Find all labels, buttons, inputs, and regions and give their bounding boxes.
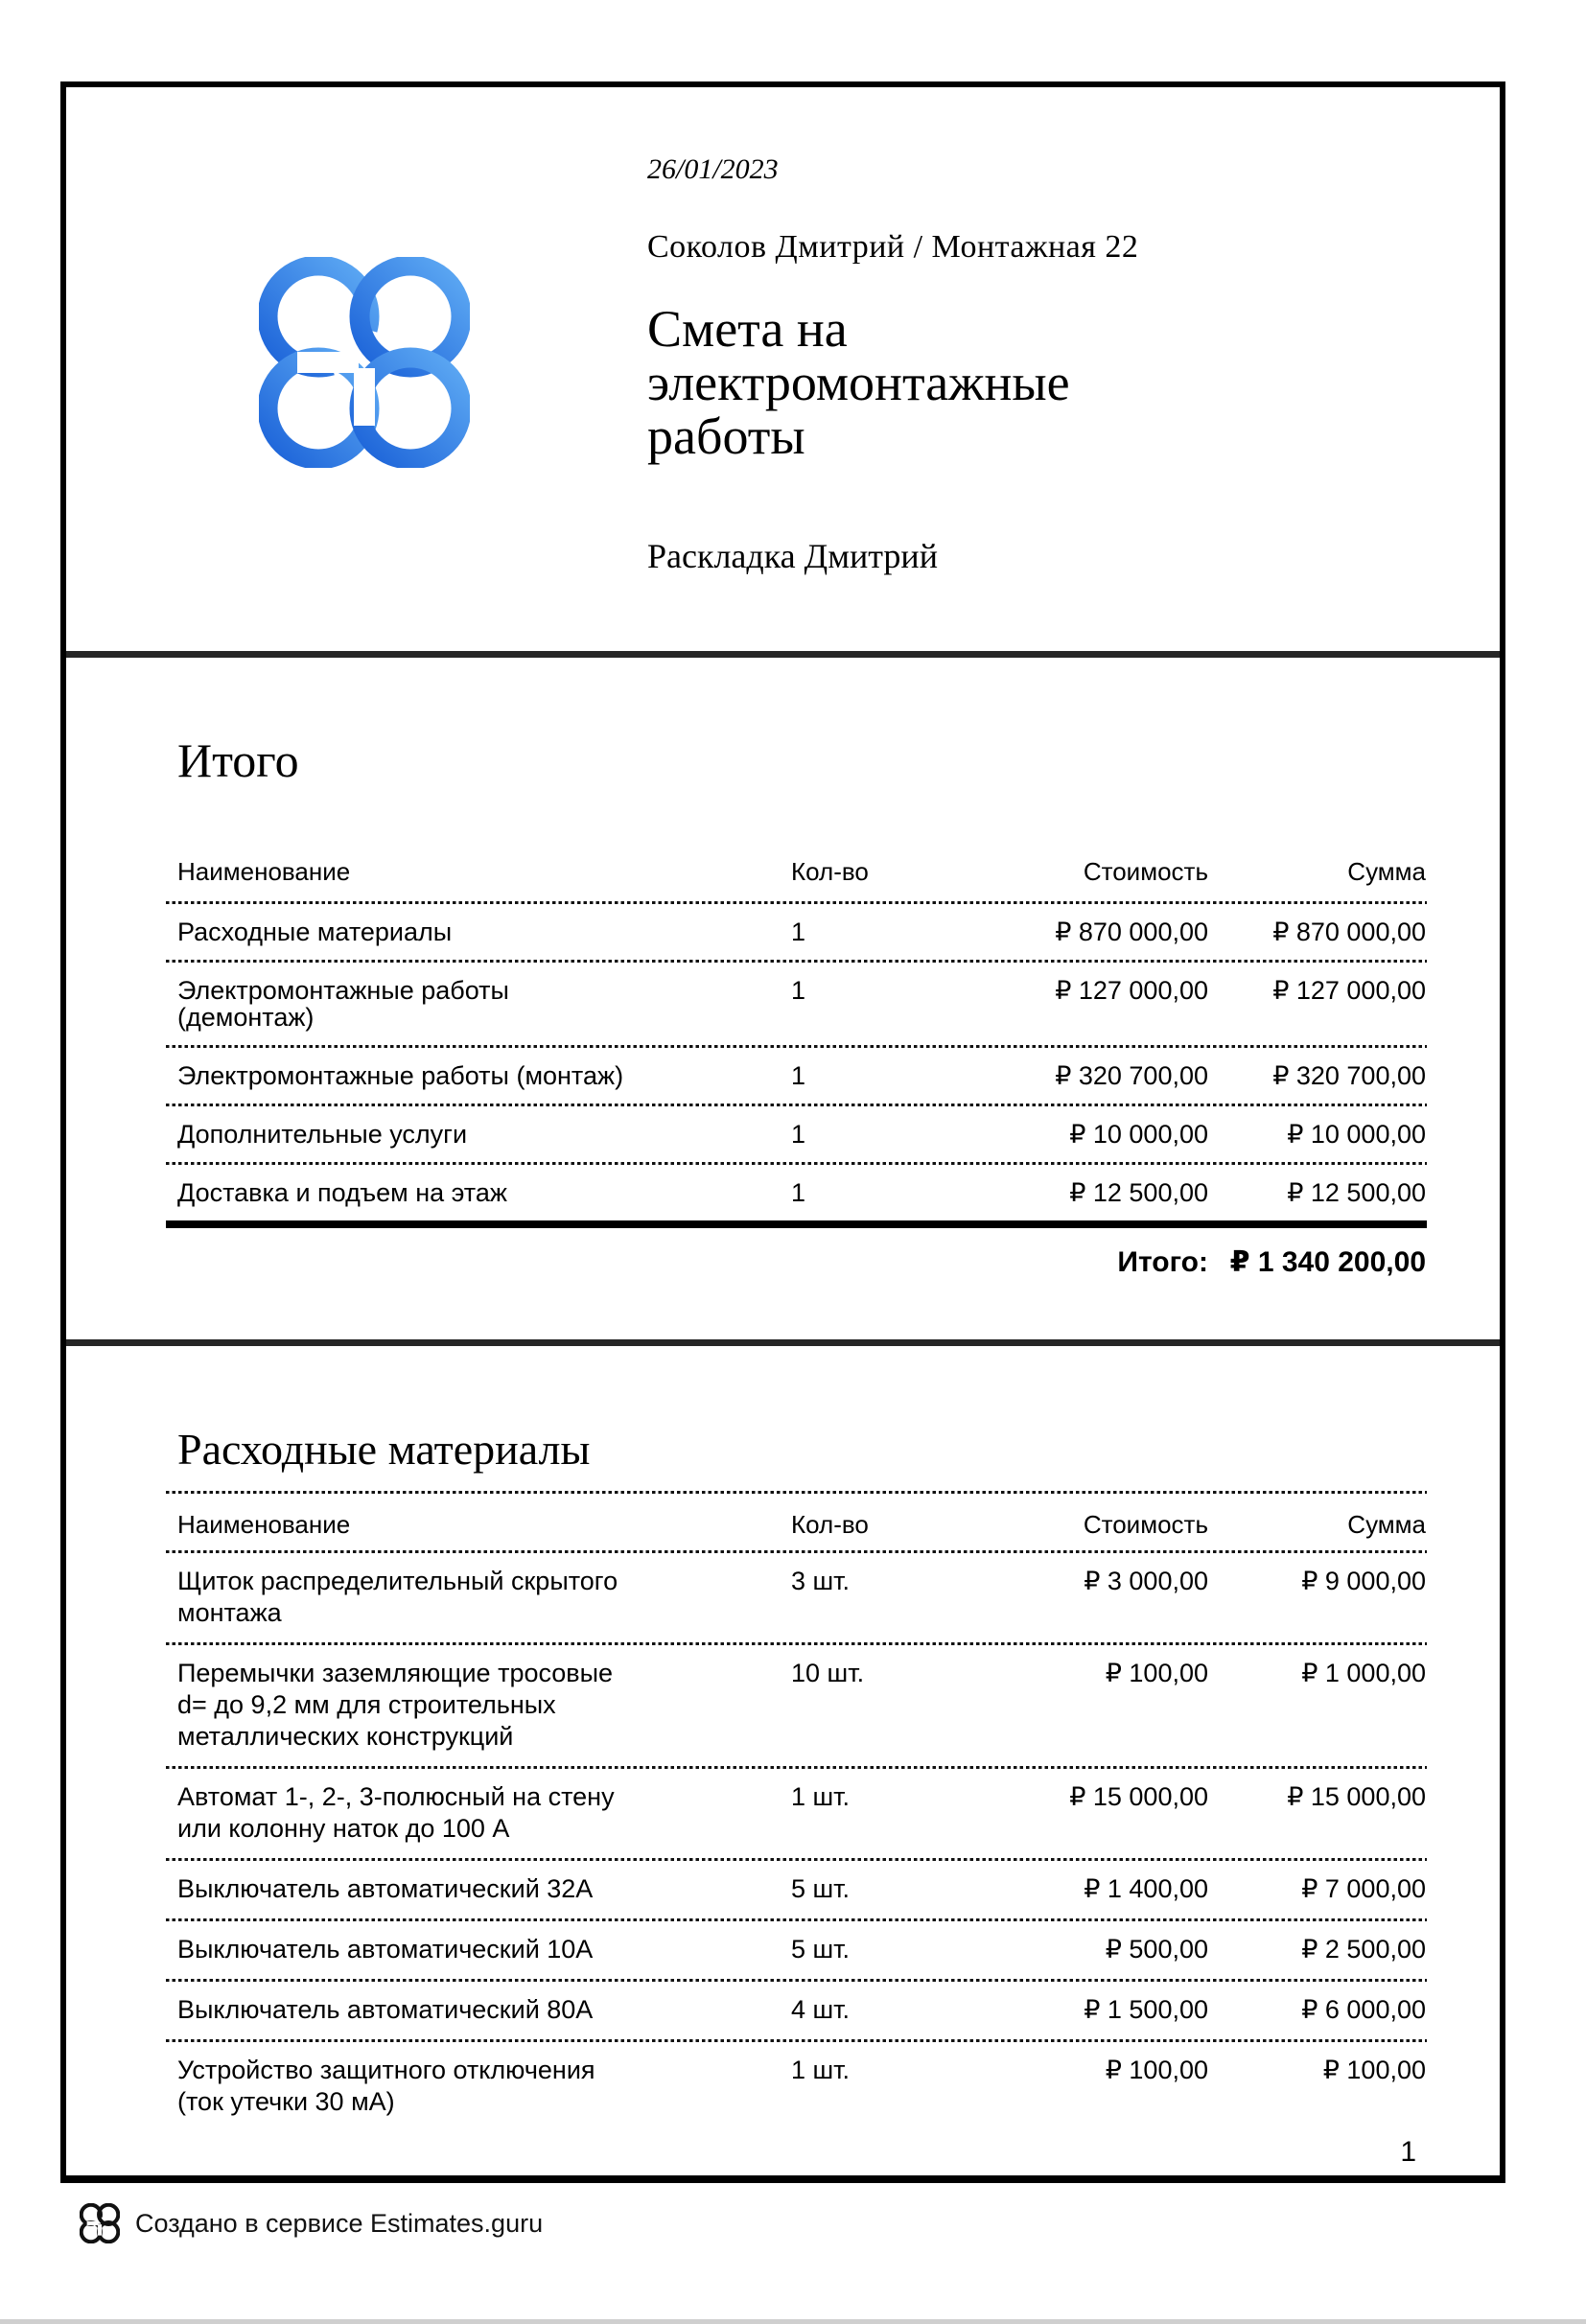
table-row bbox=[177, 1165, 1426, 1220]
cell-name: Доставка и подъем на этаж bbox=[177, 1178, 507, 1207]
cell-sum: ₽ 127 000,00 bbox=[1272, 976, 1426, 1005]
cell-qty: 4 шт. bbox=[791, 1995, 851, 2024]
page-number: 1 bbox=[1400, 2136, 1416, 2168]
cell-qty: 1 bbox=[791, 1120, 806, 1149]
company-logo bbox=[259, 257, 470, 472]
cell-price: ₽ 100,00 bbox=[1105, 2056, 1208, 2084]
cell-price: ₽ 1 400,00 bbox=[1084, 1874, 1208, 1903]
cell-qty: 10 шт. bbox=[791, 1659, 865, 1687]
table-row bbox=[177, 2042, 1426, 2131]
document-title: Смета на электромонтажные работы bbox=[647, 300, 1070, 465]
table-row bbox=[177, 1048, 1426, 1104]
cell-price: ₽ 500,00 bbox=[1105, 1935, 1208, 1964]
cell-qty: 1 bbox=[791, 1178, 806, 1207]
column-header-sum: Сумма bbox=[1347, 1510, 1426, 1539]
cell-name: Электромонтажные работы (монтаж) bbox=[177, 1061, 624, 1090]
cell-price: ₽ 3 000,00 bbox=[1084, 1567, 1208, 1595]
cell-price: ₽ 12 500,00 bbox=[1069, 1178, 1208, 1207]
cell-qty: 1 шт. bbox=[791, 1782, 851, 1811]
cell-price: ₽ 15 000,00 bbox=[1069, 1782, 1208, 1811]
document-subtitle: Раскладка Дмитрий bbox=[647, 537, 938, 575]
cell-name: Устройство защитного отключения (ток утечки 30 мА) bbox=[177, 2056, 595, 2116]
summary-heading: Итого bbox=[177, 733, 299, 787]
table-row bbox=[177, 963, 1426, 1045]
header-text-block bbox=[647, 87, 1194, 576]
cell-price: ₽ 10 000,00 bbox=[1069, 1120, 1208, 1149]
column-header-qty: Кол-во bbox=[791, 857, 869, 886]
cell-sum: ₽ 1 000,00 bbox=[1301, 1659, 1426, 1687]
client-address-line: Соколов Дмитрий / Монтажная 22 bbox=[647, 229, 1139, 265]
cell-qty: 3 шт. bbox=[791, 1567, 851, 1595]
cell-price: ₽ 100,00 bbox=[1105, 1659, 1208, 1687]
table-row bbox=[177, 1982, 1426, 2039]
clover-rings-footer-icon bbox=[80, 2203, 120, 2243]
column-header-qty: Кол-во bbox=[791, 1510, 869, 1539]
document-header bbox=[66, 87, 1500, 651]
document-date: 26/01/2023 bbox=[647, 153, 779, 185]
cell-sum: ₽ 100,00 bbox=[1322, 2056, 1426, 2084]
cell-sum: ₽ 2 500,00 bbox=[1301, 1935, 1426, 1964]
table-row bbox=[177, 1921, 1426, 1979]
cell-price: ₽ 1 500,00 bbox=[1084, 1995, 1208, 2024]
table-row bbox=[177, 1106, 1426, 1162]
service-footer bbox=[80, 2202, 1586, 2244]
materials-table bbox=[177, 1491, 1426, 2131]
cell-sum: ₽ 9 000,00 bbox=[1301, 1567, 1426, 1595]
table-row bbox=[177, 1861, 1426, 1918]
cell-qty: 5 шт. bbox=[791, 1935, 851, 1964]
table-row bbox=[177, 1769, 1426, 1858]
cell-sum: ₽ 320 700,00 bbox=[1272, 1061, 1426, 1090]
table-row bbox=[177, 904, 1426, 960]
cell-qty: 1 bbox=[791, 976, 806, 1005]
next-page-top-edge bbox=[0, 2319, 1586, 2324]
summary-total-row bbox=[177, 1245, 1426, 1280]
column-header-name: Наименование bbox=[177, 857, 351, 886]
cell-sum: ₽ 870 000,00 bbox=[1272, 918, 1426, 946]
total-rule bbox=[166, 1220, 1427, 1228]
cell-name: Выключатель автоматический 10А bbox=[177, 1935, 594, 1964]
cell-price: ₽ 320 700,00 bbox=[1055, 1061, 1208, 1090]
cell-sum: ₽ 15 000,00 bbox=[1287, 1782, 1426, 1811]
table-row bbox=[177, 1645, 1426, 1766]
cell-price: ₽ 870 000,00 bbox=[1055, 918, 1208, 946]
cell-qty: 1 шт. bbox=[791, 2056, 851, 2084]
cell-name: Дополнительные услуги bbox=[177, 1120, 468, 1149]
column-header-name: Наименование bbox=[177, 1510, 351, 1539]
clover-rings-icon bbox=[259, 257, 470, 468]
cell-name: Щиток распределительный скрытого монтажа bbox=[177, 1567, 618, 1627]
total-value: ₽ 1 340 200,00 bbox=[1229, 1246, 1426, 1278]
materials-heading: Расходные материалы bbox=[177, 1425, 591, 1474]
table-row bbox=[177, 1553, 1426, 1642]
cell-sum: ₽ 6 000,00 bbox=[1301, 1995, 1426, 2024]
cell-sum: ₽ 7 000,00 bbox=[1301, 1874, 1426, 1903]
cell-sum: ₽ 12 500,00 bbox=[1287, 1178, 1426, 1207]
section-divider bbox=[66, 651, 1500, 658]
cell-name: Электромонтажные работы (демонтаж) bbox=[177, 976, 509, 1032]
summary-section bbox=[66, 658, 1500, 1339]
materials-section bbox=[66, 1346, 1500, 2175]
section-divider bbox=[66, 1339, 1500, 1346]
created-with-label: Создано в сервисе Estimates.guru bbox=[135, 2208, 544, 2238]
materials-table-header bbox=[177, 1494, 1426, 1550]
cell-name: Расходные материалы bbox=[177, 918, 453, 946]
cell-name: Перемычки заземляющие тросовые d= до 9,2 мм для строительных металлических конструкций bbox=[177, 1659, 614, 1751]
column-header-price: Стоимость bbox=[1083, 857, 1208, 886]
estimate-page bbox=[60, 81, 1505, 2183]
cell-sum: ₽ 10 000,00 bbox=[1287, 1120, 1426, 1149]
cell-name: Выключатель автоматический 80А bbox=[177, 1995, 594, 2024]
summary-table bbox=[177, 836, 1426, 1280]
cell-qty: 5 шт. bbox=[791, 1874, 851, 1903]
cell-price: ₽ 127 000,00 bbox=[1055, 976, 1208, 1005]
cell-name: Автомат 1-, 2-, 3-полюсный на стену или колонну наток до 100 А bbox=[177, 1782, 615, 1843]
column-header-sum: Сумма bbox=[1347, 857, 1426, 886]
cell-name: Выключатель автоматический 32А bbox=[177, 1874, 594, 1903]
total-label: Итого: bbox=[1117, 1246, 1208, 1278]
column-header-price: Стоимость bbox=[1083, 1510, 1208, 1539]
summary-table-header bbox=[177, 836, 1426, 901]
cell-qty: 1 bbox=[791, 1061, 806, 1090]
cell-qty: 1 bbox=[791, 918, 806, 946]
